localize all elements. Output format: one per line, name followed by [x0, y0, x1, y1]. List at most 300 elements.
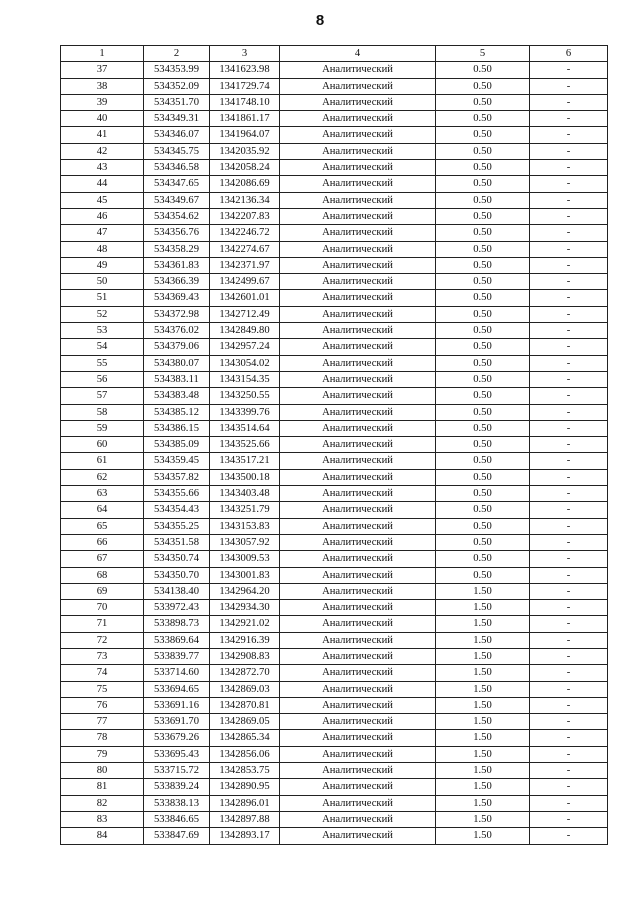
table-cell: -: [530, 665, 608, 681]
table-cell: 0.50: [436, 437, 530, 453]
table-cell: 534355.25: [144, 518, 210, 534]
table-row: [61, 811, 608, 827]
table-row: [61, 420, 608, 436]
table-row: [61, 339, 608, 355]
table-cell: 0.50: [436, 257, 530, 273]
table-cell: 534369.43: [144, 290, 210, 306]
table-cell: 55: [61, 355, 144, 371]
table-cell: 0.50: [436, 176, 530, 192]
table-cell: 49: [61, 257, 144, 273]
table-cell: 1342890.95: [210, 779, 280, 795]
table-cell: 0.50: [436, 127, 530, 143]
table-cell: 534385.09: [144, 437, 210, 453]
table-row: [61, 567, 608, 583]
table-cell: 533839.77: [144, 648, 210, 664]
table-cell: 1343153.83: [210, 518, 280, 534]
table-cell: 1.50: [436, 730, 530, 746]
table-cell: 52: [61, 306, 144, 322]
table-cell: -: [530, 323, 608, 339]
table-cell: 534356.76: [144, 225, 210, 241]
table-row: [61, 290, 608, 306]
table-cell: 68: [61, 567, 144, 583]
table-cell: 0.50: [436, 323, 530, 339]
table-cell: 1342921.02: [210, 616, 280, 632]
table-cell: 1342207.83: [210, 208, 280, 224]
table-cell: -: [530, 176, 608, 192]
table-cell: 69: [61, 583, 144, 599]
table-cell: 0.50: [436, 371, 530, 387]
table-row: [61, 404, 608, 420]
table-cell: -: [530, 127, 608, 143]
column-header: 1: [61, 46, 144, 62]
table-cell: Аналитический: [280, 323, 436, 339]
table-cell: 0.50: [436, 567, 530, 583]
table-cell: 1343250.55: [210, 388, 280, 404]
table-cell: Аналитический: [280, 795, 436, 811]
table-cell: 0.50: [436, 502, 530, 518]
table-cell: -: [530, 437, 608, 453]
table-cell: 50: [61, 274, 144, 290]
table-row: [61, 551, 608, 567]
table-cell: Аналитический: [280, 371, 436, 387]
table-cell: 534358.29: [144, 241, 210, 257]
table-row: [61, 437, 608, 453]
table-row: [61, 795, 608, 811]
table-cell: 534380.07: [144, 355, 210, 371]
table-cell: 1342035.92: [210, 143, 280, 159]
table-cell: 58: [61, 404, 144, 420]
table-row: [61, 208, 608, 224]
table-cell: 0.50: [436, 355, 530, 371]
table-cell: 56: [61, 371, 144, 387]
table-row: [61, 453, 608, 469]
table-cell: Аналитический: [280, 127, 436, 143]
table-cell: 60: [61, 437, 144, 453]
table-cell: 38: [61, 78, 144, 94]
table-row: [61, 648, 608, 664]
table-cell: 59: [61, 420, 144, 436]
table-cell: 1341748.10: [210, 94, 280, 110]
column-header: 4: [280, 46, 436, 62]
table-cell: 1342853.75: [210, 763, 280, 779]
table-cell: Аналитический: [280, 616, 436, 632]
table-cell: 40: [61, 111, 144, 127]
table-row: [61, 225, 608, 241]
table-row: [61, 371, 608, 387]
header-row: [61, 46, 608, 62]
table-cell: -: [530, 828, 608, 844]
table-cell: -: [530, 208, 608, 224]
table-cell: Аналитический: [280, 583, 436, 599]
column-header: 3: [210, 46, 280, 62]
table-cell: 534361.83: [144, 257, 210, 273]
table-cell: -: [530, 388, 608, 404]
table-cell: 1341964.07: [210, 127, 280, 143]
table-cell: 533847.69: [144, 828, 210, 844]
table-cell: -: [530, 290, 608, 306]
table-cell: 1343500.18: [210, 469, 280, 485]
table-cell: -: [530, 746, 608, 762]
table-cell: 533715.72: [144, 763, 210, 779]
table-cell: 1343009.53: [210, 551, 280, 567]
table-cell: 41: [61, 127, 144, 143]
table-cell: 0.50: [436, 388, 530, 404]
table-cell: 534349.67: [144, 192, 210, 208]
table-cell: 534379.06: [144, 339, 210, 355]
table-row: [61, 388, 608, 404]
table-row: [61, 697, 608, 713]
table-cell: Аналитический: [280, 551, 436, 567]
table-cell: Аналитический: [280, 518, 436, 534]
table-row: [61, 355, 608, 371]
table-header: [61, 46, 608, 62]
table-cell: 533695.43: [144, 746, 210, 762]
table-cell: 1.50: [436, 795, 530, 811]
table-cell: -: [530, 241, 608, 257]
table-body: [61, 62, 608, 844]
table-cell: -: [530, 811, 608, 827]
table-cell: 534351.70: [144, 94, 210, 110]
table-cell: Аналитический: [280, 437, 436, 453]
table-cell: -: [530, 697, 608, 713]
table-cell: 1.50: [436, 779, 530, 795]
table-cell: 533694.65: [144, 681, 210, 697]
table-cell: 54: [61, 339, 144, 355]
table-cell: 534357.82: [144, 469, 210, 485]
table-cell: 0.50: [436, 469, 530, 485]
table-cell: 1342896.01: [210, 795, 280, 811]
table-cell: 533714.60: [144, 665, 210, 681]
table-cell: 534376.02: [144, 323, 210, 339]
table-row: [61, 779, 608, 795]
table-cell: 533972.43: [144, 600, 210, 616]
table-cell: Аналитический: [280, 290, 436, 306]
table-cell: 0.50: [436, 518, 530, 534]
table-cell: 534359.45: [144, 453, 210, 469]
table-cell: 0.50: [436, 111, 530, 127]
table-cell: 1343399.76: [210, 404, 280, 420]
table-cell: Аналитический: [280, 697, 436, 713]
table-cell: Аналитический: [280, 241, 436, 257]
table-cell: -: [530, 257, 608, 273]
table-row: [61, 241, 608, 257]
table-cell: 1341729.74: [210, 78, 280, 94]
table-cell: Аналитический: [280, 339, 436, 355]
table-cell: 1343057.92: [210, 534, 280, 550]
table-cell: 533869.64: [144, 632, 210, 648]
table-cell: 534366.39: [144, 274, 210, 290]
table-row: [61, 176, 608, 192]
page-number: 8: [315, 12, 325, 29]
table-row: [61, 681, 608, 697]
table-cell: 65: [61, 518, 144, 534]
table-cell: 64: [61, 502, 144, 518]
table-cell: 67: [61, 551, 144, 567]
table-cell: 0.50: [436, 486, 530, 502]
table-cell: Аналитический: [280, 192, 436, 208]
table-cell: 0.50: [436, 143, 530, 159]
table-cell: Аналитический: [280, 143, 436, 159]
table-cell: -: [530, 62, 608, 78]
table-cell: 80: [61, 763, 144, 779]
table-cell: -: [530, 567, 608, 583]
table-row: [61, 192, 608, 208]
table-cell: 534385.12: [144, 404, 210, 420]
table-row: [61, 469, 608, 485]
table-cell: -: [530, 143, 608, 159]
table-cell: -: [530, 551, 608, 567]
table-cell: 534354.62: [144, 208, 210, 224]
table-row: [61, 665, 608, 681]
table-cell: Аналитический: [280, 62, 436, 78]
table-row: [61, 306, 608, 322]
table-cell: Аналитический: [280, 714, 436, 730]
table-cell: -: [530, 600, 608, 616]
table-cell: 81: [61, 779, 144, 795]
table-cell: -: [530, 779, 608, 795]
table-cell: -: [530, 486, 608, 502]
table-row: [61, 274, 608, 290]
table-cell: 0.50: [436, 420, 530, 436]
table-cell: 0.50: [436, 160, 530, 176]
table-cell: 1.50: [436, 583, 530, 599]
table-cell: 0.50: [436, 551, 530, 567]
table-cell: 1.50: [436, 714, 530, 730]
table-cell: 1.50: [436, 616, 530, 632]
table-cell: Аналитический: [280, 828, 436, 844]
table-cell: 534383.48: [144, 388, 210, 404]
table-cell: -: [530, 94, 608, 110]
table-row: [61, 323, 608, 339]
table-cell: Аналитический: [280, 111, 436, 127]
table-cell: -: [530, 355, 608, 371]
table-cell: 534383.11: [144, 371, 210, 387]
table-row: [61, 534, 608, 550]
table-cell: 1342849.80: [210, 323, 280, 339]
table-cell: 1343251.79: [210, 502, 280, 518]
table-cell: -: [530, 453, 608, 469]
table-cell: -: [530, 404, 608, 420]
table-cell: -: [530, 371, 608, 387]
table-cell: 1342869.05: [210, 714, 280, 730]
table-cell: -: [530, 160, 608, 176]
table-cell: Аналитический: [280, 534, 436, 550]
table-cell: 39: [61, 94, 144, 110]
table-cell: 533839.24: [144, 779, 210, 795]
table-cell: 1.50: [436, 811, 530, 827]
table-cell: -: [530, 714, 608, 730]
table-cell: 1.50: [436, 632, 530, 648]
table-cell: Аналитический: [280, 78, 436, 94]
table-cell: 534355.66: [144, 486, 210, 502]
table-cell: 0.50: [436, 208, 530, 224]
table-cell: 1343517.21: [210, 453, 280, 469]
table-cell: 533679.26: [144, 730, 210, 746]
coordinates-table: [60, 45, 608, 845]
table-cell: 1343154.35: [210, 371, 280, 387]
table-cell: Аналитический: [280, 388, 436, 404]
table-cell: Аналитический: [280, 176, 436, 192]
table-cell: 53: [61, 323, 144, 339]
table-row: [61, 828, 608, 844]
column-header: 5: [436, 46, 530, 62]
table-row: [61, 127, 608, 143]
table-cell: 1342869.03: [210, 681, 280, 697]
table-cell: 70: [61, 600, 144, 616]
table-row: [61, 78, 608, 94]
table-cell: 78: [61, 730, 144, 746]
table-cell: 77: [61, 714, 144, 730]
table-cell: 1341861.17: [210, 111, 280, 127]
table-cell: 82: [61, 795, 144, 811]
table-cell: 534351.58: [144, 534, 210, 550]
table-cell: 1342908.83: [210, 648, 280, 664]
table-cell: Аналитический: [280, 779, 436, 795]
table-cell: 533846.65: [144, 811, 210, 827]
table-cell: -: [530, 192, 608, 208]
table-cell: 534352.09: [144, 78, 210, 94]
table-cell: 45: [61, 192, 144, 208]
table-cell: 1342870.81: [210, 697, 280, 713]
table-cell: -: [530, 534, 608, 550]
table-cell: 1342086.69: [210, 176, 280, 192]
table-row: [61, 746, 608, 762]
table-cell: Аналитический: [280, 648, 436, 664]
table-cell: 63: [61, 486, 144, 502]
table-row: [61, 763, 608, 779]
table-cell: 534386.15: [144, 420, 210, 436]
table-cell: 0.50: [436, 534, 530, 550]
column-header: 6: [530, 46, 608, 62]
table-cell: 43: [61, 160, 144, 176]
table-cell: 533691.70: [144, 714, 210, 730]
table-cell: Аналитический: [280, 567, 436, 583]
table-row: [61, 94, 608, 110]
table-row: [61, 583, 608, 599]
table-cell: 1342712.49: [210, 306, 280, 322]
table-cell: 0.50: [436, 290, 530, 306]
table-row: [61, 160, 608, 176]
table-cell: 1342499.67: [210, 274, 280, 290]
table-cell: Аналитический: [280, 730, 436, 746]
table-cell: 76: [61, 697, 144, 713]
table-cell: Аналитический: [280, 420, 436, 436]
table-cell: 73: [61, 648, 144, 664]
table-cell: Аналитический: [280, 306, 436, 322]
table-cell: Аналитический: [280, 665, 436, 681]
table-cell: 47: [61, 225, 144, 241]
table-cell: 42: [61, 143, 144, 159]
table-cell: 1342371.97: [210, 257, 280, 273]
table-cell: 71: [61, 616, 144, 632]
table-cell: Аналитический: [280, 225, 436, 241]
table-cell: Аналитический: [280, 208, 436, 224]
table-row: [61, 714, 608, 730]
table-cell: 1342957.24: [210, 339, 280, 355]
table-cell: 533691.16: [144, 697, 210, 713]
table-cell: 0.50: [436, 241, 530, 257]
table-cell: Аналитический: [280, 274, 436, 290]
table-cell: 1342934.30: [210, 600, 280, 616]
table-cell: 1.50: [436, 697, 530, 713]
table-cell: -: [530, 225, 608, 241]
table-cell: 1.50: [436, 746, 530, 762]
table-row: [61, 632, 608, 648]
table-cell: -: [530, 583, 608, 599]
table-cell: 62: [61, 469, 144, 485]
table-cell: Аналитический: [280, 763, 436, 779]
table-cell: 1342856.06: [210, 746, 280, 762]
table-cell: 1.50: [436, 763, 530, 779]
table-cell: 0.50: [436, 453, 530, 469]
table-row: [61, 518, 608, 534]
table-cell: -: [530, 502, 608, 518]
table-cell: -: [530, 339, 608, 355]
table-cell: 0.50: [436, 404, 530, 420]
table-cell: 533838.13: [144, 795, 210, 811]
table-cell: 46: [61, 208, 144, 224]
table-cell: 1343054.02: [210, 355, 280, 371]
table-cell: Аналитический: [280, 257, 436, 273]
table-row: [61, 62, 608, 78]
table-cell: 534345.75: [144, 143, 210, 159]
table-row: [61, 143, 608, 159]
table-cell: 534350.70: [144, 567, 210, 583]
table-row: [61, 257, 608, 273]
table-cell: Аналитический: [280, 486, 436, 502]
table-cell: 534138.40: [144, 583, 210, 599]
table-cell: 1342872.70: [210, 665, 280, 681]
table-cell: Аналитический: [280, 600, 436, 616]
table-cell: Аналитический: [280, 469, 436, 485]
table-cell: -: [530, 681, 608, 697]
table-cell: 1341623.98: [210, 62, 280, 78]
table-cell: 1343403.48: [210, 486, 280, 502]
table-cell: 1.50: [436, 648, 530, 664]
table-cell: 1.50: [436, 665, 530, 681]
table-cell: Аналитический: [280, 453, 436, 469]
table-cell: 1342865.34: [210, 730, 280, 746]
table-cell: 0.50: [436, 274, 530, 290]
table-cell: 1.50: [436, 828, 530, 844]
table-cell: -: [530, 469, 608, 485]
table-cell: -: [530, 78, 608, 94]
table-row: [61, 486, 608, 502]
table-cell: -: [530, 648, 608, 664]
table-cell: 57: [61, 388, 144, 404]
table-cell: 1343525.66: [210, 437, 280, 453]
table-cell: 83: [61, 811, 144, 827]
table-cell: 534347.65: [144, 176, 210, 192]
table-row: [61, 502, 608, 518]
table-cell: -: [530, 795, 608, 811]
table-cell: 1342916.39: [210, 632, 280, 648]
table-cell: 533898.73: [144, 616, 210, 632]
table-cell: 1342897.88: [210, 811, 280, 827]
table-row: [61, 616, 608, 632]
table-cell: -: [530, 632, 608, 648]
table-cell: 84: [61, 828, 144, 844]
table-cell: 74: [61, 665, 144, 681]
table-cell: 534353.99: [144, 62, 210, 78]
table-cell: Аналитический: [280, 404, 436, 420]
table-cell: 0.50: [436, 192, 530, 208]
table-cell: Аналитический: [280, 632, 436, 648]
table-cell: 51: [61, 290, 144, 306]
table-cell: -: [530, 616, 608, 632]
table-cell: 534350.74: [144, 551, 210, 567]
table-cell: 1342246.72: [210, 225, 280, 241]
